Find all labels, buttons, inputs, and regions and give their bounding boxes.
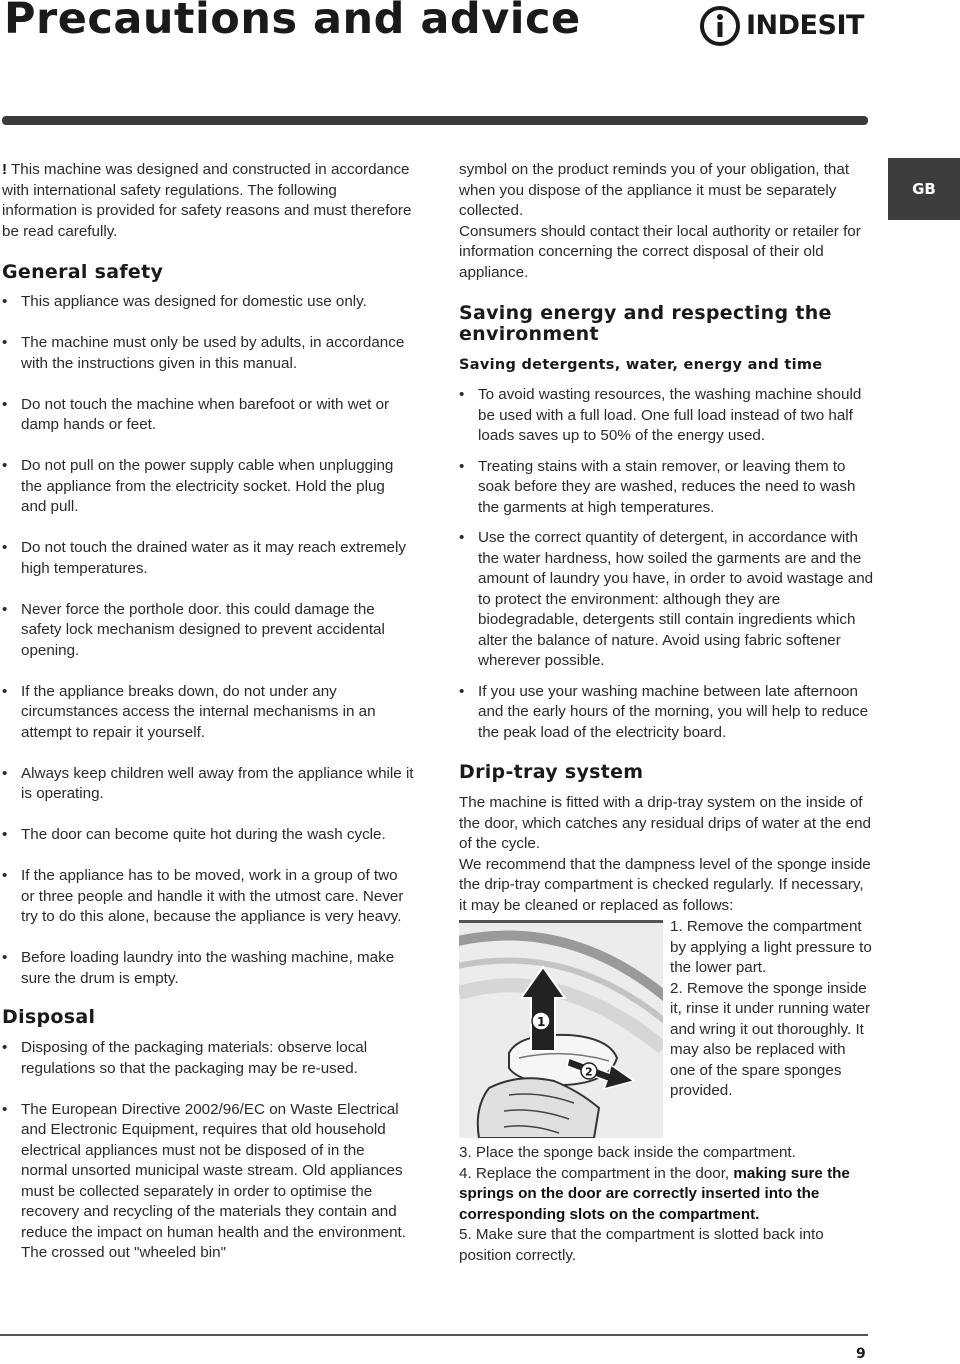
bullet-icon: • xyxy=(2,826,8,843)
step-2: 2. Remove the sponge inside it, rinse it under running water and wring it out thoroughly. It may also be replaced with one of the spare sponges provided. xyxy=(670,979,871,1099)
list-item: • Never force the porthole door. this could damage the safety lock mechanism designed to prevent accidental opening. xyxy=(2,600,385,659)
list-item: • The door can become quite hot during the wash cycle. xyxy=(2,825,414,846)
bullet-icon: • xyxy=(2,682,8,700)
right-column xyxy=(459,160,874,1266)
bullet-icon: • xyxy=(2,867,8,884)
disposal-heading: Disposal xyxy=(2,1006,96,1028)
general-safety-heading: General safety xyxy=(2,261,164,283)
bullet-icon: • xyxy=(459,386,465,403)
step-3: 3. Place the sponge back inside the compartment. xyxy=(459,1144,796,1161)
page-title: Precautions and advice xyxy=(4,0,581,44)
disposal-continuation: symbol on the product reminds you of your obligation, that when you dispose of the appliance it must be separately collected. xyxy=(459,161,850,219)
list-item: • Do not touch the drained water as it may reach extremely high temperatures. xyxy=(2,539,406,577)
bullet-icon: • xyxy=(2,457,8,474)
bullet-icon: • xyxy=(2,764,8,782)
list-item: • If the appliance has to be moved, work in a group of two or three people and handle it with the utmost care. Never try to do this alone, because the appliance is very heavy. xyxy=(2,867,404,925)
drip-tray-paragraph: We recommend that the dampness level of the sponge inside the drip-tray compartment is checked regularly. If necessary, it may be cleaned or replaced as follows: xyxy=(459,855,871,914)
bullet-icon: • xyxy=(2,1039,8,1056)
title-divider xyxy=(2,116,868,125)
step-5: 5. Make sure that the compartment is slotted back into position correctly. xyxy=(459,1226,824,1264)
list-item: • The machine must only be used by adults, in accordance with the instructions given in this manual. xyxy=(2,334,405,372)
bullet-icon: • xyxy=(2,1100,8,1118)
list-item: • Treating stains with a stain remover, or leaving them to soak before they are washed, reduces the need to wash the garments at high temperatures. xyxy=(459,457,856,516)
warning-mark: ! xyxy=(2,161,8,178)
drip-tray-paragraph: The machine is fitted with a drip-tray system on the inside of the door, which catches any residual drips of water at the end of the cycle. xyxy=(459,794,871,852)
bullet-icon: • xyxy=(459,457,465,475)
step-4: 4. Replace the compartment in the door, making sure the springs on the door are correctly inserted into the corresponding slots on the compartment. xyxy=(459,1164,850,1223)
figure-side-text xyxy=(670,917,875,1102)
page-number: 9 xyxy=(856,1346,866,1362)
list-item: • Do not pull on the power supply cable when unplugging the appliance from the electricity socket. Hold the plug and pull. xyxy=(2,457,394,515)
indesit-emblem-icon xyxy=(698,4,744,50)
bullet-icon: • xyxy=(2,293,8,310)
figure-label-1: 1 xyxy=(537,1015,546,1029)
saving-energy-heading: Saving energy and respecting the environment xyxy=(459,302,832,345)
bullet-icon: • xyxy=(459,529,465,546)
bullet-icon: • xyxy=(2,334,8,351)
figure-label-2: 2 xyxy=(585,1065,593,1079)
bullet-icon: • xyxy=(2,949,8,966)
list-item: • Do not touch the machine when barefoot or with wet or damp hands or feet. xyxy=(2,395,390,433)
bullet-icon: • xyxy=(459,682,465,700)
step-1: 1. Remove the compartment by applying a light pressure to the lower part. xyxy=(670,918,872,976)
list-item: • If the appliance breaks down, do not under any circumstances access the internal mechanisms in an attempt to repair it yourself. xyxy=(2,682,376,741)
left-column xyxy=(2,160,414,1264)
footer-divider xyxy=(0,1334,868,1336)
drip-tray-heading: Drip-tray system xyxy=(459,761,644,783)
drip-tray-illustration xyxy=(459,920,663,1141)
saving-subheading: Saving detergents, water, energy and time xyxy=(459,357,823,373)
list-item: • The European Directive 2002/96/EC on Waste Electrical and Electronic Equipment, requires that old household electrical appliances must not be disposed of in the normal unsorted municipal waste stream. Old appliances must be collected separately in order to optimise the recovery and recycling of the materials they contain and reduce the impact on human health and the environment. The crossed out "wheeled bin" xyxy=(2,1100,406,1261)
list-item: • To avoid wasting resources, the washing machine should be used with a full load. One full load instead of two half loads saves up to 50% of the energy used. xyxy=(459,386,862,444)
list-item: • Use the correct quantity of detergent, in accordance with the water hardness, how soiled the garments are and the amount of laundry you have, in order to avoid wastage and to protect the environment: although they are biodegradable, detergents still contain ingredients which alter the balance of nature. Avoid using fabric softener wherever possible. xyxy=(459,529,874,669)
bullet-icon: • xyxy=(2,395,8,413)
brand-logo xyxy=(698,4,870,50)
list-item: • Disposing of the packaging materials: observe local regulations so that the packaging may be re-used. xyxy=(2,1039,368,1077)
drip-tray-figure-block xyxy=(459,917,874,1143)
brand-name: INDESIT xyxy=(746,10,864,41)
consumers-note: Consumers should contact their local authority or retailer for information concerning the correct disposal of their old appliance. xyxy=(459,222,861,281)
door-compartment-drawing xyxy=(459,923,663,1138)
list-item: • Always keep children well away from the appliance while it is operating. xyxy=(2,764,414,802)
intro-paragraph: ! This machine was designed and constructed in accordance with international safety regulations. The following information is provided for safety reasons and must therefore be read carefully. xyxy=(2,161,412,240)
language-tab: GB xyxy=(888,158,960,220)
list-item: • If you use your washing machine between late afternoon and the early hours of the morning, you will help to reduce the peak load of the electricity board. xyxy=(459,682,869,741)
list-item: • Before loading laundry into the washing machine, make sure the drum is empty. xyxy=(2,949,395,987)
bullet-icon: • xyxy=(2,600,8,618)
bullet-icon: • xyxy=(2,539,8,556)
list-item: • This appliance was designed for domestic use only. xyxy=(2,292,414,313)
